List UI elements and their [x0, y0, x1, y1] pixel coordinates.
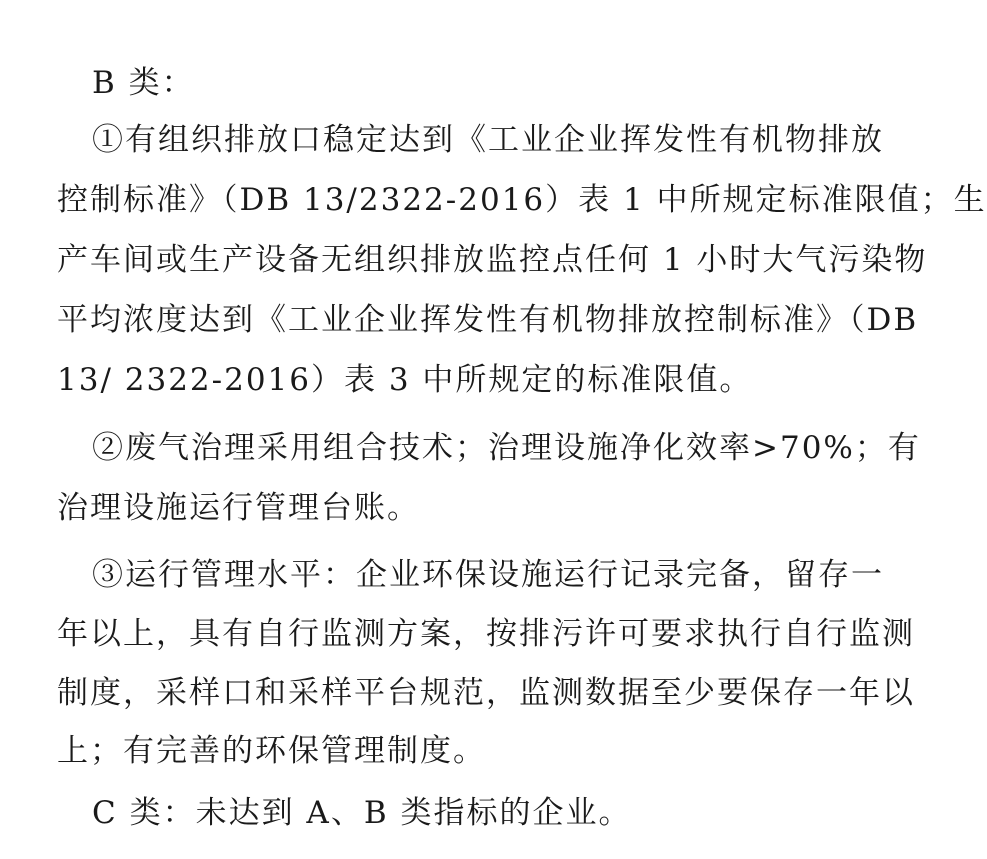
- criterion-3-line-2: 年以上，具有自行监测方案，按排污许可要求执行自行监测: [57, 616, 915, 652]
- criterion-1-line-1: ①有组织排放口稳定达到《工业企业挥发性有机物排放: [92, 122, 884, 158]
- criterion-3-line-4: 上；有完善的环保管理制度。: [57, 733, 486, 769]
- criterion-1-line-4: 平均浓度达到《工业企业挥发性有机物排放控制标准》（DB: [57, 302, 919, 338]
- criterion-1-line-2: 控制标准》（DB 13/2322-2016）表 1 中所规定标准限值；生: [57, 182, 987, 218]
- criterion-1-line-5: 13/ 2322-2016）表 3 中所规定的标准限值。: [57, 362, 753, 398]
- criterion-3-line-3: 制度，采样口和采样平台规范，监测数据至少要保存一年以: [57, 675, 915, 711]
- category-c-line: C 类：未达到 A、B 类指标的企业。: [92, 795, 632, 831]
- criterion-2-line-2: 治理设施运行管理台账。: [57, 490, 420, 526]
- criterion-2-line-1: ②废气治理采用组合技术；治理设施净化效率>70%；有: [92, 430, 921, 466]
- category-b-heading: B 类：: [92, 65, 195, 101]
- criterion-1-line-3: 产车间或生产设备无组织排放监控点任何 1 小时大气污染物: [57, 242, 928, 278]
- criterion-3-line-1: ③运行管理水平：企业环保设施运行记录完备，留存一: [92, 557, 884, 593]
